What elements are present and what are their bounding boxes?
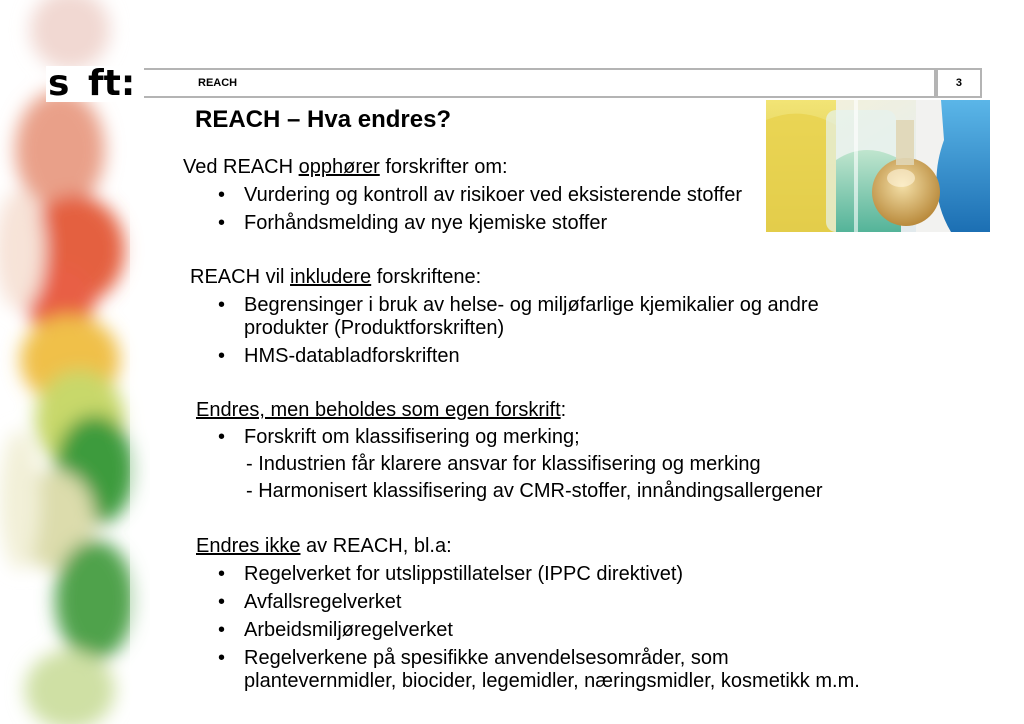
s1-keyword: opphører [298, 156, 380, 178]
section-2-heading [190, 265, 481, 289]
bullet-text: Forhåndsmelding av nye kjemiske stoffer [244, 212, 608, 234]
logo-letters-ft: ft: [88, 63, 136, 104]
bullet-dot: • [218, 426, 226, 448]
bullet-dot: • [218, 563, 226, 585]
bullet-dot: • [218, 647, 226, 669]
bullet-text: HMS-databladforskriften [244, 345, 460, 367]
decorative-watercolor-strip [0, 0, 150, 724]
bullet-dot: • [218, 345, 226, 367]
s1-post: forskrifter om: [379, 156, 508, 178]
s1-pre: Ved REACH [183, 156, 299, 178]
sub-item: - Industrien får klarere ansvar for klassifisering og merking [246, 453, 761, 475]
s3-post: : [560, 399, 567, 421]
page-number-box [936, 68, 982, 98]
bullet-text: Regelverket for utslippstillatelser (IPPC direktivet) [244, 563, 684, 585]
bullet-text: Regelverkene på spesifikke anvendelsesområder, som [244, 647, 729, 669]
bullet-dot: • [218, 294, 226, 316]
s4-post: av REACH, bl.a: [300, 535, 452, 557]
bullet-continuation: produkter (Produktforskriften) [244, 317, 505, 339]
logo-letter-s: s [48, 63, 70, 104]
s2-pre: REACH vil [190, 266, 291, 288]
s2-post: forskriftene: [371, 266, 482, 288]
header-bar [144, 68, 934, 98]
section-1-heading [183, 155, 508, 179]
slide-title: REACH – Hva endres? [195, 106, 452, 133]
bullet-text: Avfallsregelverket [244, 591, 402, 613]
sub-item: - Harmonisert klassifisering av CMR-stoffer, innåndingsallergener [246, 480, 823, 502]
bullet-dot: • [218, 591, 226, 613]
bullet-dot: • [218, 184, 226, 206]
lab-glassware-image [766, 100, 990, 232]
section-3-heading [196, 398, 566, 422]
section-label: REACH [198, 77, 238, 89]
bullet-text: Forskrift om klassifisering og merking; [244, 426, 580, 448]
section-4-heading [196, 534, 452, 558]
bullet-dot: • [218, 212, 226, 234]
s3-keyword: Endres, men beholdes som egen forskrift [196, 399, 561, 421]
page-number: 3 [955, 77, 962, 89]
bullet-dot: • [218, 619, 226, 641]
bullet-text: Arbeidsmiljøregelverket [244, 619, 453, 641]
bullet-text: Begrensinger i bruk av helse- og miljøfarlige kjemikalier og andre [244, 294, 819, 316]
s2-keyword: inkludere [290, 266, 372, 288]
s4-keyword: Endres ikke [196, 535, 301, 557]
sft-logo [46, 63, 142, 104]
bullet-text: Vurdering og kontroll av risikoer ved eksisterende stoffer [244, 184, 743, 206]
bullet-continuation: plantevernmidler, biocider, legemidler, næringsmidler, kosmetikk m.m. [244, 670, 860, 692]
